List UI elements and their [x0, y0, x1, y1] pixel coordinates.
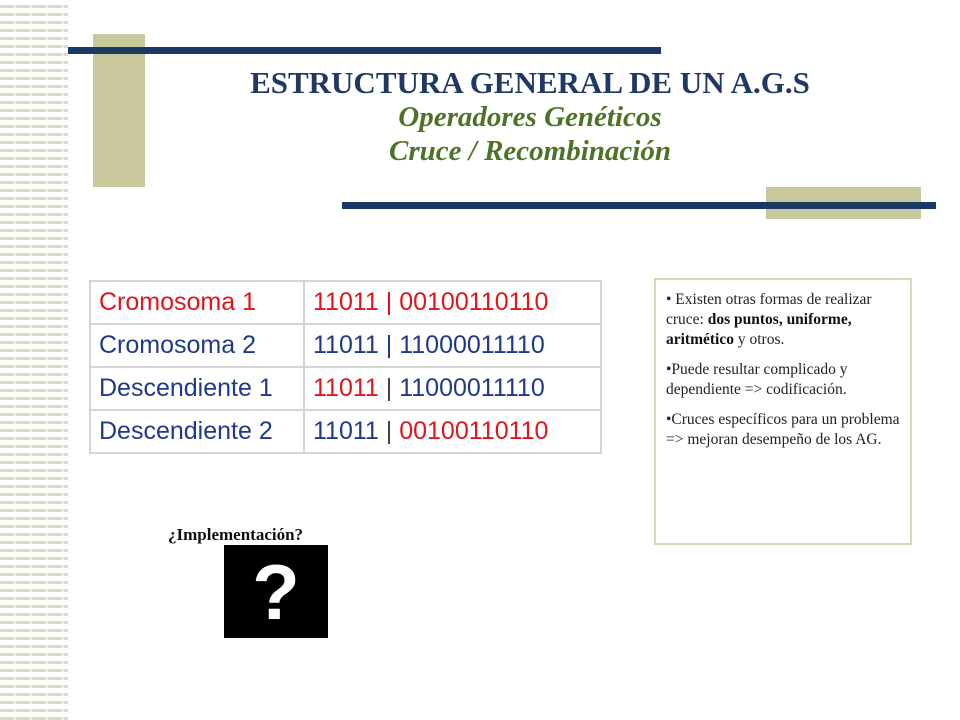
note-1	[666, 290, 902, 350]
table-row	[90, 324, 601, 367]
table-row	[90, 367, 601, 410]
code-right: 11000011110	[399, 374, 545, 402]
code-sep: |	[385, 288, 393, 316]
note-3: •Cruces específicos para un problema => mejoran desempeño de los AG.	[666, 411, 900, 448]
code-sep: |	[385, 374, 393, 402]
table-row	[90, 410, 601, 453]
row-name: Descendiente 2	[90, 410, 304, 453]
implementation-label: ¿Implementación?	[168, 525, 304, 544]
code-left: 11011	[313, 331, 379, 359]
row-code	[304, 367, 601, 410]
notes-box	[654, 278, 912, 545]
code-left: 11011	[313, 288, 379, 316]
slide-title	[150, 66, 910, 168]
row-name: Descendiente 1	[90, 367, 304, 410]
decor-line-top	[68, 47, 661, 54]
row-name: Cromosoma 2	[90, 324, 304, 367]
title-line-1: ESTRUCTURA GENERAL DE UN A.G.S	[250, 65, 810, 100]
question-mark-icon	[224, 545, 328, 638]
note-1-end: y otros.	[734, 331, 785, 348]
title-line-2: Operadores Genéticos	[398, 101, 662, 133]
striped-margin	[0, 0, 68, 720]
note-1-bold: dos puntos, uniforme, aritmético	[666, 311, 852, 348]
code-sep: |	[385, 417, 393, 445]
code-left: 11011	[313, 417, 379, 445]
code-right: 00100110110	[399, 417, 549, 445]
row-code	[304, 410, 601, 453]
table-row	[90, 281, 601, 324]
question-symbol: ?	[252, 547, 300, 636]
note-2: •Puede resultar complicado y dependiente => codificación.	[666, 361, 848, 398]
code-right: 11000011110	[399, 331, 545, 359]
chromosome-table	[89, 280, 602, 454]
decor-block-left	[93, 34, 145, 187]
title-line-3: Cruce / Recombinación	[389, 135, 671, 167]
code-sep: |	[385, 331, 393, 359]
code-left: 11011	[313, 374, 379, 402]
code-right: 00100110110	[399, 288, 549, 316]
row-name: Cromosoma 1	[90, 281, 304, 324]
row-code	[304, 281, 601, 324]
note-1-text: • Existen otras formas de realizar cruce:	[666, 291, 872, 328]
decor-line-bottom	[342, 202, 936, 209]
row-code	[304, 324, 601, 367]
